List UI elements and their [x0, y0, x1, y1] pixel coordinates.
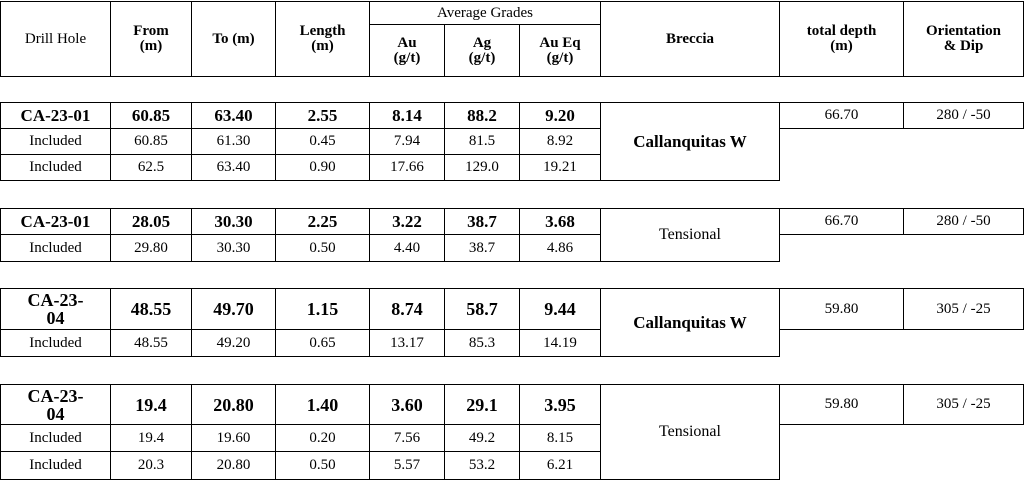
main-ag	[444, 102, 520, 129]
included-length-text: 0.50	[309, 239, 336, 256]
included-au-eq-text: 14.19	[543, 334, 577, 351]
included-label	[0, 154, 111, 181]
main-from-text: 48.55	[130, 299, 172, 319]
main-to-text: 20.80	[213, 394, 254, 415]
included-from-text: 60.85	[134, 133, 168, 149]
header-to	[191, 1, 276, 77]
header-average-grades	[369, 1, 601, 25]
included-au-eq	[519, 128, 601, 155]
included-from-text: 48.55	[134, 334, 168, 351]
drill-hole-id-text: CA-23- 04	[27, 290, 84, 328]
breccia-name	[600, 208, 780, 262]
included-au	[369, 128, 445, 155]
included-length-text: 0.50	[309, 457, 336, 473]
orientation-dip	[903, 384, 1024, 425]
included-from-text: 29.80	[134, 239, 168, 256]
main-au-text: 3.22	[392, 212, 422, 231]
header-from-text: From (m)	[133, 23, 169, 54]
main-from-text: 60.85	[131, 106, 171, 125]
included-ag-text: 129.0	[465, 159, 499, 175]
main-ag	[444, 208, 520, 235]
main-from	[110, 102, 192, 129]
main-au-eq-text: 3.95	[544, 394, 576, 415]
main-to	[191, 102, 276, 129]
header-length	[275, 1, 370, 77]
main-au-eq	[519, 208, 601, 235]
main-length	[275, 208, 370, 235]
included-label	[0, 128, 111, 155]
main-au-text: 3.60	[391, 394, 423, 415]
main-length-text: 1.15	[306, 299, 339, 319]
included-length	[275, 329, 370, 357]
total-depth-text: 59.80	[824, 396, 859, 412]
main-au	[369, 288, 445, 330]
orientation-dip-text: 280 / -50	[936, 107, 991, 123]
main-length-text: 1.40	[306, 394, 339, 415]
included-label	[0, 329, 111, 357]
included-from-text: 20.3	[137, 457, 165, 473]
main-au-text: 8.74	[391, 299, 423, 319]
included-length	[275, 154, 370, 181]
header-au-text: Au (g/t)	[393, 34, 421, 66]
included-au-text: 13.17	[390, 334, 424, 351]
main-ag	[444, 288, 520, 330]
main-from-text: 19.4	[135, 394, 167, 415]
main-au-eq	[519, 288, 601, 330]
included-from	[110, 234, 192, 262]
included-label-text: Included	[29, 457, 82, 473]
included-au-eq-text: 8.15	[546, 429, 574, 446]
breccia-name-text: Callanquitas W	[633, 313, 747, 332]
included-from-text: 19.4	[137, 429, 165, 446]
main-au	[369, 102, 445, 129]
orientation-dip	[903, 208, 1024, 235]
main-length	[275, 384, 370, 425]
included-ag-text: 49.2	[468, 429, 496, 446]
included-from	[110, 451, 192, 480]
included-label	[0, 451, 111, 480]
header-drill-hole-text: Drill Hole	[24, 30, 87, 47]
included-au-eq	[519, 451, 601, 480]
breccia-name-text: Callanquitas W	[633, 132, 747, 151]
included-to	[191, 424, 276, 452]
included-to-text: 61.30	[216, 133, 251, 149]
included-au-text: 17.66	[390, 159, 424, 175]
header-ag-text: Ag (g/t)	[468, 34, 496, 66]
included-au-eq	[519, 234, 601, 262]
included-label-text: Included	[29, 133, 82, 149]
included-au-eq	[519, 424, 601, 452]
header-orientation-dip-text: Orientation & Dip	[926, 23, 1001, 54]
included-ag	[444, 329, 520, 357]
main-from	[110, 208, 192, 235]
main-ag	[444, 384, 520, 425]
main-to	[191, 288, 276, 330]
included-au-text: 5.57	[393, 457, 421, 473]
included-length	[275, 234, 370, 262]
included-au-eq	[519, 329, 601, 357]
included-au-eq-text: 4.86	[546, 239, 574, 256]
orientation-dip	[903, 288, 1024, 330]
orientation-dip	[903, 102, 1024, 129]
total-depth-text: 66.70	[824, 107, 859, 123]
main-to-text: 49.70	[213, 299, 254, 319]
breccia-name	[600, 102, 780, 181]
main-au-eq	[519, 384, 601, 425]
drill-hole-id-text: CA-23-01	[20, 212, 91, 231]
drill-hole-id-text: CA-23- 04	[27, 385, 84, 424]
total-depth-text: 59.80	[824, 300, 859, 317]
included-to-text: 19.60	[216, 429, 251, 446]
included-au	[369, 451, 445, 480]
included-ag-text: 81.5	[468, 133, 496, 149]
main-to-text: 63.40	[214, 106, 253, 125]
included-au	[369, 329, 445, 357]
total-depth	[779, 102, 904, 129]
included-label-text: Included	[29, 239, 82, 256]
header-average-grades-text: Average Grades	[437, 4, 533, 21]
header-from	[110, 1, 192, 77]
main-au-text: 8.14	[392, 106, 422, 125]
included-ag	[444, 451, 520, 480]
included-to-text: 20.80	[216, 457, 251, 473]
main-length	[275, 102, 370, 129]
header-total-depth	[779, 1, 904, 77]
main-ag-text: 38.7	[467, 212, 497, 231]
breccia-name-text: Tensional	[659, 226, 721, 243]
header-au-eq	[519, 24, 601, 77]
header-total-depth-text: total depth (m)	[806, 23, 877, 54]
drill-hole-id-text: CA-23-01	[20, 106, 91, 125]
included-ag	[444, 234, 520, 262]
main-length-text: 2.25	[307, 212, 338, 231]
main-length	[275, 288, 370, 330]
header-to-text: To (m)	[212, 30, 255, 47]
main-to	[191, 208, 276, 235]
included-from	[110, 329, 192, 357]
included-from	[110, 424, 192, 452]
included-to	[191, 154, 276, 181]
main-from	[110, 384, 192, 425]
main-au-eq-text: 9.20	[545, 106, 575, 125]
main-au	[369, 384, 445, 425]
included-to-text: 49.20	[216, 334, 251, 351]
included-length-text: 0.90	[309, 159, 336, 175]
drill-hole-id	[0, 384, 111, 425]
main-length-text: 2.55	[307, 106, 338, 125]
included-to	[191, 234, 276, 262]
included-length	[275, 424, 370, 452]
main-au-eq-text: 9.44	[544, 299, 576, 319]
included-au-eq-text: 8.92	[546, 133, 574, 149]
included-length-text: 0.20	[309, 429, 336, 446]
included-label-text: Included	[29, 159, 82, 175]
main-to-text: 30.30	[214, 212, 253, 231]
breccia-name	[600, 288, 780, 357]
included-au-eq-text: 19.21	[543, 159, 577, 175]
included-ag	[444, 424, 520, 452]
header-drill-hole	[0, 1, 111, 77]
included-au-text: 7.94	[393, 133, 421, 149]
included-label	[0, 424, 111, 452]
main-au-eq-text: 3.68	[545, 212, 575, 231]
total-depth	[779, 208, 904, 235]
included-ag-text: 38.7	[468, 239, 496, 256]
included-ag-text: 85.3	[468, 334, 496, 351]
orientation-dip-text: 305 / -25	[936, 300, 991, 317]
main-from	[110, 288, 192, 330]
included-au	[369, 154, 445, 181]
total-depth	[779, 384, 904, 425]
included-ag	[444, 128, 520, 155]
main-ag-text: 29.1	[466, 394, 498, 415]
included-from-text: 62.5	[137, 159, 165, 175]
included-label-text: Included	[29, 334, 82, 351]
breccia-name-text: Tensional	[659, 423, 721, 440]
included-length	[275, 128, 370, 155]
included-from	[110, 154, 192, 181]
included-ag-text: 53.2	[468, 457, 496, 473]
breccia-name	[600, 384, 780, 480]
included-to	[191, 451, 276, 480]
orientation-dip-text: 280 / -50	[936, 213, 991, 229]
included-to	[191, 128, 276, 155]
total-depth	[779, 288, 904, 330]
header-orientation-dip	[903, 1, 1024, 77]
main-au	[369, 208, 445, 235]
included-from	[110, 128, 192, 155]
included-length-text: 0.65	[309, 334, 336, 351]
included-length	[275, 451, 370, 480]
included-to	[191, 329, 276, 357]
included-au-text: 4.40	[393, 239, 421, 256]
included-to-text: 63.40	[216, 159, 251, 175]
drill-hole-id	[0, 288, 111, 330]
included-au-text: 7.56	[393, 429, 421, 446]
header-length-text: Length (m)	[299, 23, 346, 54]
included-au-eq-text: 6.21	[546, 457, 574, 473]
included-au	[369, 234, 445, 262]
included-au	[369, 424, 445, 452]
included-label-text: Included	[29, 429, 82, 446]
header-au	[369, 24, 445, 77]
included-label	[0, 234, 111, 262]
included-length-text: 0.45	[309, 133, 336, 149]
header-breccia	[600, 1, 780, 77]
header-breccia-text: Breccia	[665, 30, 715, 47]
total-depth-text: 66.70	[824, 213, 859, 229]
main-ag-text: 58.7	[466, 299, 498, 319]
main-to	[191, 384, 276, 425]
header-au-eq-text: Au Eq (g/t)	[539, 34, 581, 66]
main-au-eq	[519, 102, 601, 129]
main-from-text: 28.05	[131, 212, 171, 231]
drill-hole-id	[0, 208, 111, 235]
main-ag-text: 88.2	[467, 106, 497, 125]
orientation-dip-text: 305 / -25	[936, 396, 991, 412]
included-au-eq	[519, 154, 601, 181]
included-to-text: 30.30	[216, 239, 251, 256]
drill-hole-id	[0, 102, 111, 129]
header-ag	[444, 24, 520, 77]
included-ag	[444, 154, 520, 181]
